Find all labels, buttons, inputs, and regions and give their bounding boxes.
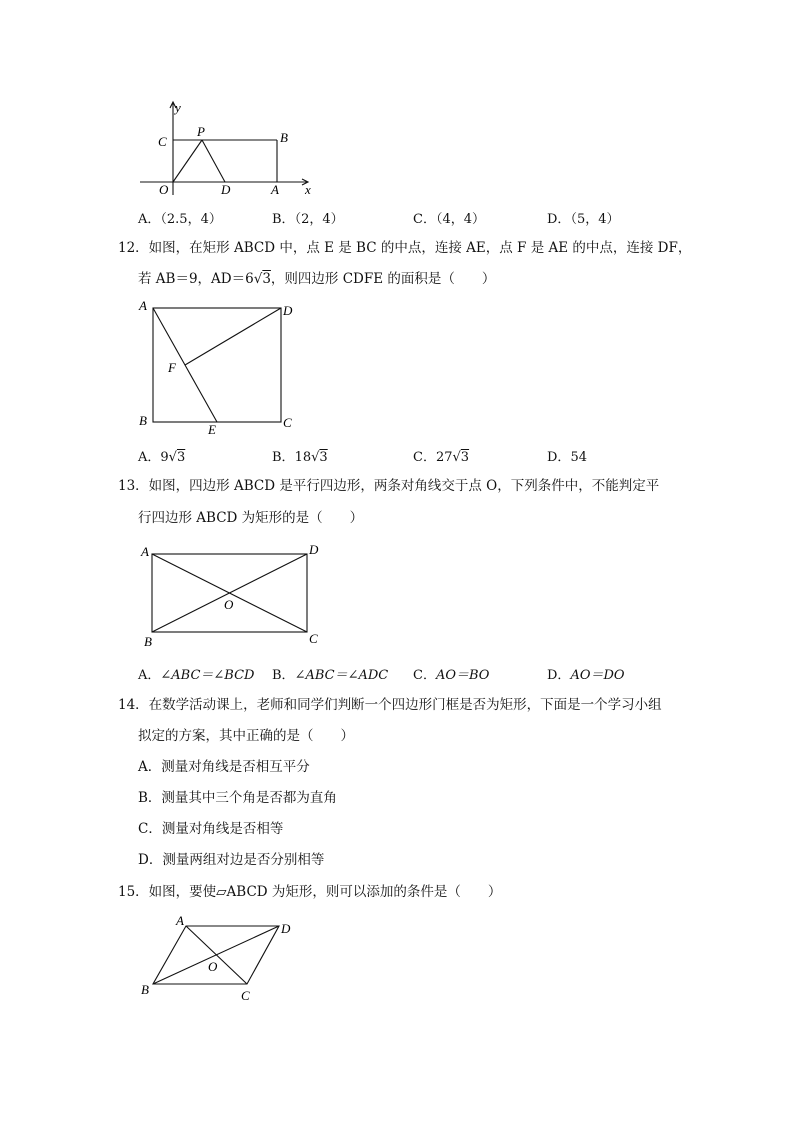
label-P: P xyxy=(197,124,205,139)
label-O: O xyxy=(224,597,234,612)
option-key: D． xyxy=(547,668,571,683)
sqrt-sign: √ xyxy=(253,271,263,287)
option-text: ∠ABC＝∠ADC xyxy=(294,668,389,683)
option-coef: 54 xyxy=(570,450,587,465)
q12-option-c xyxy=(413,446,469,465)
q12-option-a xyxy=(138,446,185,465)
option-text: ∠ABC＝∠BCD xyxy=(160,668,255,683)
label-A: A xyxy=(139,298,147,313)
option-key: B． xyxy=(272,212,295,227)
q12-figure xyxy=(134,296,304,438)
label-E: E xyxy=(208,422,216,437)
label-F: F xyxy=(168,360,176,375)
option-key: D． xyxy=(547,450,571,465)
q12-stem-line2 xyxy=(138,270,495,288)
q15-stem-line1: 15．如图，要使▱ABCD 为矩形，则可以添加的条件是（ ） xyxy=(118,884,502,900)
label-B: B xyxy=(144,634,152,649)
q11-option-b xyxy=(272,208,344,227)
label-x: x xyxy=(305,182,311,197)
q12-stem-part-a: 若 AB＝9，AD＝6 xyxy=(138,271,254,287)
label-A: A xyxy=(271,182,279,197)
label-y: y xyxy=(175,100,181,115)
option-key: A． xyxy=(138,668,161,683)
label-D: D xyxy=(309,542,319,557)
option-key: B． xyxy=(272,450,295,465)
label-O: O xyxy=(208,959,218,974)
label-D: D xyxy=(221,182,231,197)
q11-figure xyxy=(130,96,330,198)
q12-option-d xyxy=(547,446,587,465)
radicand: 3 xyxy=(262,271,271,287)
q13-option-d xyxy=(547,664,625,683)
option-key: C． xyxy=(413,668,436,683)
q14-option-c: C．测量对角线是否相等 xyxy=(138,821,284,837)
q12-stem-part-b: ，则四边形 CDFE 的面积是（ ） xyxy=(270,271,496,287)
sqrt-sign: √ xyxy=(311,450,320,465)
q13-figure xyxy=(138,540,328,650)
q11-option-c xyxy=(413,208,485,227)
q14-stem-line2: 拟定的方案，其中正确的是（ ） xyxy=(138,728,354,744)
radicand: 3 xyxy=(460,450,470,465)
label-C: C xyxy=(309,631,318,646)
segment-OP xyxy=(173,140,202,182)
option-key: C． xyxy=(413,212,436,227)
sqrt-sign: √ xyxy=(452,450,461,465)
label-D: D xyxy=(283,303,293,318)
label-A: A xyxy=(141,544,149,559)
q15-figure xyxy=(136,912,306,1008)
q13-option-c xyxy=(413,664,489,683)
option-text: （4，4） xyxy=(435,212,485,227)
q12-option-b xyxy=(272,446,328,465)
q14-option-d: D．测量两组对边是否分别相等 xyxy=(138,852,325,868)
q12-stem-line1: 12．如图，在矩形 ABCD 中，点 E 是 BC 的中点，连接 AE，点 F 是 AE 的中点，连接 DF， xyxy=(118,240,692,256)
option-coef: 18 xyxy=(294,450,312,465)
label-B: B xyxy=(280,130,288,145)
option-coef: 27 xyxy=(435,450,453,465)
option-key: A． xyxy=(138,212,161,227)
option-text: AO＝BO xyxy=(435,668,490,683)
radicand: 3 xyxy=(319,450,328,465)
q13-stem-line1: 13．如图，四边形 ABCD 是平行四边形，两条对角线交于点 O，下列条件中，不能判定平 xyxy=(118,478,660,494)
label-B: B xyxy=(139,413,147,428)
sqrt-sign: √ xyxy=(168,450,177,465)
label-C: C xyxy=(158,134,167,149)
q11-option-d xyxy=(547,208,619,227)
option-key: A． xyxy=(138,450,161,465)
option-coef: 9 xyxy=(160,450,169,465)
option-key: C． xyxy=(413,450,436,465)
option-text: （2，4） xyxy=(294,212,344,227)
option-text: （2.5，4） xyxy=(160,212,222,227)
option-key: D． xyxy=(547,212,571,227)
q13-stem-line2: 行四边形 ABCD 为矩形的是（ ） xyxy=(138,510,364,526)
label-C: C xyxy=(241,988,250,1003)
option-text: AO＝DO xyxy=(570,668,625,683)
label-A: A xyxy=(176,913,184,928)
q14-stem-line1: 14．在数学活动课上，老师和同学们判断一个四边形门框是否为矩形，下面是一个学习小组 xyxy=(118,697,662,713)
q13-option-b xyxy=(272,664,388,683)
q14-option-b: B．测量其中三个角是否都为直角 xyxy=(138,790,337,806)
label-D: D xyxy=(281,921,291,936)
segment-DF xyxy=(185,308,281,365)
option-text: （5，4） xyxy=(570,212,620,227)
option-key: B． xyxy=(272,668,295,683)
segment-PD xyxy=(202,140,225,182)
q14-option-a: A．测量对角线是否相互平分 xyxy=(138,759,310,775)
radicand: 3 xyxy=(176,450,186,465)
label-B: B xyxy=(141,982,149,997)
label-C: C xyxy=(283,415,292,430)
diagonal-BD xyxy=(153,926,279,984)
q13-option-a xyxy=(138,664,254,683)
q11-option-a xyxy=(138,208,222,227)
label-O: O xyxy=(159,182,169,197)
